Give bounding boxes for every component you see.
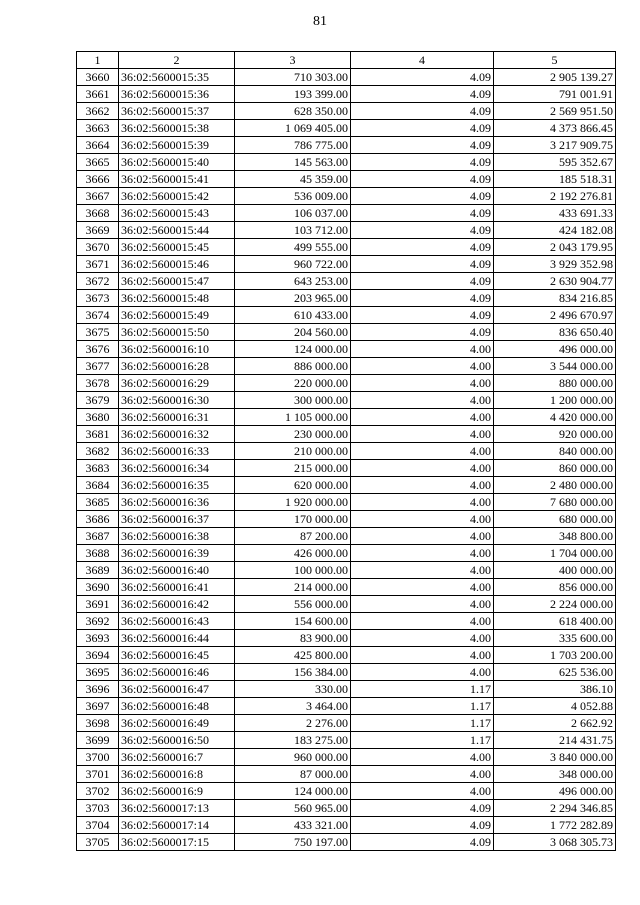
table-row bbox=[77, 256, 616, 273]
rate-value: 4.00 bbox=[351, 528, 494, 545]
row-number: 3696 bbox=[77, 681, 119, 698]
area-value: 1 105 000.00 bbox=[235, 409, 351, 426]
total-value: 2 905 139.27 bbox=[494, 69, 616, 86]
row-number: 3669 bbox=[77, 222, 119, 239]
rate-value: 4.09 bbox=[351, 120, 494, 137]
cadastral-number: 36:02:5600016:48 bbox=[119, 698, 235, 715]
column-header: 4 bbox=[351, 52, 494, 69]
total-value: 1 703 200.00 bbox=[494, 647, 616, 664]
row-number: 3665 bbox=[77, 154, 119, 171]
column-header: 3 bbox=[235, 52, 351, 69]
table-row bbox=[77, 239, 616, 256]
rate-value: 4.09 bbox=[351, 324, 494, 341]
rate-value: 4.00 bbox=[351, 392, 494, 409]
total-value: 424 182.08 bbox=[494, 222, 616, 239]
area-value: 750 197.00 bbox=[235, 834, 351, 851]
cadastral-value-table bbox=[76, 51, 616, 851]
table-row bbox=[77, 154, 616, 171]
rate-value: 1.17 bbox=[351, 681, 494, 698]
row-number: 3678 bbox=[77, 375, 119, 392]
row-number: 3701 bbox=[77, 766, 119, 783]
total-value: 595 352.67 bbox=[494, 154, 616, 171]
cadastral-number: 36:02:5600016:44 bbox=[119, 630, 235, 647]
table-row bbox=[77, 409, 616, 426]
table-row bbox=[77, 273, 616, 290]
table-row bbox=[77, 443, 616, 460]
cadastral-number: 36:02:5600016:30 bbox=[119, 392, 235, 409]
area-value: 100 000.00 bbox=[235, 562, 351, 579]
area-value: 203 965.00 bbox=[235, 290, 351, 307]
cadastral-number: 36:02:5600016:50 bbox=[119, 732, 235, 749]
row-number: 3700 bbox=[77, 749, 119, 766]
table-row bbox=[77, 698, 616, 715]
row-number: 3687 bbox=[77, 528, 119, 545]
cadastral-number: 36:02:5600015:41 bbox=[119, 171, 235, 188]
cadastral-number: 36:02:5600016:34 bbox=[119, 460, 235, 477]
area-value: 960 000.00 bbox=[235, 749, 351, 766]
table-row bbox=[77, 290, 616, 307]
table-row bbox=[77, 205, 616, 222]
total-value: 2 630 904.77 bbox=[494, 273, 616, 290]
cadastral-number: 36:02:5600016:8 bbox=[119, 766, 235, 783]
table-row bbox=[77, 749, 616, 766]
rate-value: 4.00 bbox=[351, 749, 494, 766]
area-value: 103 712.00 bbox=[235, 222, 351, 239]
table-row bbox=[77, 681, 616, 698]
row-number: 3671 bbox=[77, 256, 119, 273]
row-number: 3705 bbox=[77, 834, 119, 851]
header-row bbox=[77, 52, 616, 69]
rate-value: 4.00 bbox=[351, 630, 494, 647]
rate-value: 4.00 bbox=[351, 494, 494, 511]
cadastral-number: 36:02:5600016:35 bbox=[119, 477, 235, 494]
table-row bbox=[77, 86, 616, 103]
cadastral-number: 36:02:5600015:35 bbox=[119, 69, 235, 86]
total-value: 2 224 000.00 bbox=[494, 596, 616, 613]
total-value: 2 662.92 bbox=[494, 715, 616, 732]
area-value: 610 433.00 bbox=[235, 307, 351, 324]
area-value: 536 009.00 bbox=[235, 188, 351, 205]
total-value: 625 536.00 bbox=[494, 664, 616, 681]
total-value: 2 192 276.81 bbox=[494, 188, 616, 205]
area-value: 499 555.00 bbox=[235, 239, 351, 256]
total-value: 1 200 000.00 bbox=[494, 392, 616, 409]
table-row bbox=[77, 579, 616, 596]
table-row bbox=[77, 358, 616, 375]
total-value: 680 000.00 bbox=[494, 511, 616, 528]
cadastral-number: 36:02:5600016:42 bbox=[119, 596, 235, 613]
rate-value: 4.00 bbox=[351, 375, 494, 392]
rate-value: 4.00 bbox=[351, 562, 494, 579]
rate-value: 4.00 bbox=[351, 664, 494, 681]
rate-value: 4.09 bbox=[351, 290, 494, 307]
area-value: 170 000.00 bbox=[235, 511, 351, 528]
area-value: 960 722.00 bbox=[235, 256, 351, 273]
cadastral-number: 36:02:5600016:29 bbox=[119, 375, 235, 392]
cadastral-number: 36:02:5600016:43 bbox=[119, 613, 235, 630]
row-number: 3675 bbox=[77, 324, 119, 341]
row-number: 3690 bbox=[77, 579, 119, 596]
table-row bbox=[77, 188, 616, 205]
row-number: 3662 bbox=[77, 103, 119, 120]
table-row bbox=[77, 613, 616, 630]
row-number: 3702 bbox=[77, 783, 119, 800]
row-number: 3668 bbox=[77, 205, 119, 222]
area-value: 3 464.00 bbox=[235, 698, 351, 715]
row-number: 3663 bbox=[77, 120, 119, 137]
area-value: 214 000.00 bbox=[235, 579, 351, 596]
table-row bbox=[77, 647, 616, 664]
cadastral-number: 36:02:5600016:31 bbox=[119, 409, 235, 426]
cadastral-number: 36:02:5600016:47 bbox=[119, 681, 235, 698]
area-value: 628 350.00 bbox=[235, 103, 351, 120]
table-row bbox=[77, 715, 616, 732]
cadastral-number: 36:02:5600016:32 bbox=[119, 426, 235, 443]
total-value: 920 000.00 bbox=[494, 426, 616, 443]
cadastral-number: 36:02:5600016:41 bbox=[119, 579, 235, 596]
row-number: 3692 bbox=[77, 613, 119, 630]
total-value: 856 000.00 bbox=[494, 579, 616, 596]
row-number: 3689 bbox=[77, 562, 119, 579]
rate-value: 4.00 bbox=[351, 613, 494, 630]
area-value: 1 069 405.00 bbox=[235, 120, 351, 137]
row-number: 3679 bbox=[77, 392, 119, 409]
total-value: 836 650.40 bbox=[494, 324, 616, 341]
rate-value: 4.00 bbox=[351, 766, 494, 783]
total-value: 840 000.00 bbox=[494, 443, 616, 460]
rate-value: 4.00 bbox=[351, 426, 494, 443]
total-value: 2 294 346.85 bbox=[494, 800, 616, 817]
total-value: 2 480 000.00 bbox=[494, 477, 616, 494]
rate-value: 4.00 bbox=[351, 443, 494, 460]
row-number: 3691 bbox=[77, 596, 119, 613]
total-value: 400 000.00 bbox=[494, 562, 616, 579]
table-row bbox=[77, 375, 616, 392]
area-value: 886 000.00 bbox=[235, 358, 351, 375]
area-value: 124 000.00 bbox=[235, 341, 351, 358]
area-value: 210 000.00 bbox=[235, 443, 351, 460]
table-row bbox=[77, 783, 616, 800]
table-row bbox=[77, 800, 616, 817]
cadastral-number: 36:02:5600017:14 bbox=[119, 817, 235, 834]
rate-value: 4.09 bbox=[351, 834, 494, 851]
cadastral-number: 36:02:5600017:13 bbox=[119, 800, 235, 817]
area-value: 106 037.00 bbox=[235, 205, 351, 222]
table-row bbox=[77, 630, 616, 647]
table-row bbox=[77, 137, 616, 154]
cadastral-number: 36:02:5600016:46 bbox=[119, 664, 235, 681]
table-row bbox=[77, 562, 616, 579]
table-body bbox=[77, 69, 616, 851]
row-number: 3666 bbox=[77, 171, 119, 188]
rate-value: 4.00 bbox=[351, 511, 494, 528]
table-row bbox=[77, 460, 616, 477]
area-value: 786 775.00 bbox=[235, 137, 351, 154]
total-value: 791 001.91 bbox=[494, 86, 616, 103]
cadastral-number: 36:02:5600016:36 bbox=[119, 494, 235, 511]
rate-value: 1.17 bbox=[351, 698, 494, 715]
row-number: 3676 bbox=[77, 341, 119, 358]
cadastral-number: 36:02:5600016:7 bbox=[119, 749, 235, 766]
cadastral-number: 36:02:5600015:39 bbox=[119, 137, 235, 154]
cadastral-number: 36:02:5600015:49 bbox=[119, 307, 235, 324]
rate-value: 4.09 bbox=[351, 205, 494, 222]
row-number: 3667 bbox=[77, 188, 119, 205]
cadastral-number: 36:02:5600015:40 bbox=[119, 154, 235, 171]
row-number: 3682 bbox=[77, 443, 119, 460]
rate-value: 4.09 bbox=[351, 154, 494, 171]
area-value: 426 000.00 bbox=[235, 545, 351, 562]
table-row bbox=[77, 545, 616, 562]
area-value: 710 303.00 bbox=[235, 69, 351, 86]
cadastral-number: 36:02:5600015:43 bbox=[119, 205, 235, 222]
cadastral-number: 36:02:5600015:45 bbox=[119, 239, 235, 256]
rate-value: 4.09 bbox=[351, 103, 494, 120]
total-value: 834 216.85 bbox=[494, 290, 616, 307]
row-number: 3672 bbox=[77, 273, 119, 290]
rate-value: 4.00 bbox=[351, 477, 494, 494]
table-row bbox=[77, 664, 616, 681]
rate-value: 4.09 bbox=[351, 222, 494, 239]
total-value: 3 840 000.00 bbox=[494, 749, 616, 766]
total-value: 2 496 670.97 bbox=[494, 307, 616, 324]
cadastral-number: 36:02:5600017:15 bbox=[119, 834, 235, 851]
area-value: 183 275.00 bbox=[235, 732, 351, 749]
cadastral-number: 36:02:5600016:10 bbox=[119, 341, 235, 358]
total-value: 1 772 282.89 bbox=[494, 817, 616, 834]
row-number: 3686 bbox=[77, 511, 119, 528]
rate-value: 4.00 bbox=[351, 579, 494, 596]
rate-value: 4.00 bbox=[351, 358, 494, 375]
rate-value: 4.00 bbox=[351, 460, 494, 477]
rate-value: 4.00 bbox=[351, 647, 494, 664]
table-row bbox=[77, 69, 616, 86]
row-number: 3697 bbox=[77, 698, 119, 715]
total-value: 618 400.00 bbox=[494, 613, 616, 630]
column-header: 2 bbox=[119, 52, 235, 69]
cadastral-number: 36:02:5600015:47 bbox=[119, 273, 235, 290]
area-value: 204 560.00 bbox=[235, 324, 351, 341]
area-value: 230 000.00 bbox=[235, 426, 351, 443]
row-number: 3680 bbox=[77, 409, 119, 426]
total-value: 335 600.00 bbox=[494, 630, 616, 647]
total-value: 4 373 866.45 bbox=[494, 120, 616, 137]
table-row bbox=[77, 511, 616, 528]
rate-value: 4.09 bbox=[351, 817, 494, 834]
total-value: 2 569 951.50 bbox=[494, 103, 616, 120]
row-number: 3673 bbox=[77, 290, 119, 307]
total-value: 880 000.00 bbox=[494, 375, 616, 392]
row-number: 3683 bbox=[77, 460, 119, 477]
area-value: 330.00 bbox=[235, 681, 351, 698]
table-row bbox=[77, 834, 616, 851]
table-row bbox=[77, 426, 616, 443]
row-number: 3703 bbox=[77, 800, 119, 817]
total-value: 348 800.00 bbox=[494, 528, 616, 545]
area-value: 643 253.00 bbox=[235, 273, 351, 290]
area-value: 145 563.00 bbox=[235, 154, 351, 171]
rate-value: 4.09 bbox=[351, 171, 494, 188]
column-header: 5 bbox=[494, 52, 616, 69]
table-row bbox=[77, 596, 616, 613]
cadastral-number: 36:02:5600015:44 bbox=[119, 222, 235, 239]
cadastral-number: 36:02:5600016:39 bbox=[119, 545, 235, 562]
cadastral-number: 36:02:5600015:42 bbox=[119, 188, 235, 205]
row-number: 3684 bbox=[77, 477, 119, 494]
row-number: 3693 bbox=[77, 630, 119, 647]
area-value: 124 000.00 bbox=[235, 783, 351, 800]
rate-value: 4.09 bbox=[351, 239, 494, 256]
cadastral-number: 36:02:5600015:36 bbox=[119, 86, 235, 103]
rate-value: 4.00 bbox=[351, 783, 494, 800]
area-value: 1 920 000.00 bbox=[235, 494, 351, 511]
table-row bbox=[77, 171, 616, 188]
total-value: 7 680 000.00 bbox=[494, 494, 616, 511]
rate-value: 4.09 bbox=[351, 137, 494, 154]
total-value: 3 217 909.75 bbox=[494, 137, 616, 154]
area-value: 556 000.00 bbox=[235, 596, 351, 613]
rate-value: 4.00 bbox=[351, 409, 494, 426]
table-row bbox=[77, 817, 616, 834]
rate-value: 4.09 bbox=[351, 800, 494, 817]
cadastral-number: 36:02:5600016:9 bbox=[119, 783, 235, 800]
total-value: 214 431.75 bbox=[494, 732, 616, 749]
total-value: 433 691.33 bbox=[494, 205, 616, 222]
area-value: 220 000.00 bbox=[235, 375, 351, 392]
row-number: 3660 bbox=[77, 69, 119, 86]
rate-value: 4.09 bbox=[351, 307, 494, 324]
total-value: 2 043 179.95 bbox=[494, 239, 616, 256]
cadastral-number: 36:02:5600015:48 bbox=[119, 290, 235, 307]
table-row bbox=[77, 732, 616, 749]
row-number: 3695 bbox=[77, 664, 119, 681]
rate-value: 4.00 bbox=[351, 596, 494, 613]
area-value: 620 000.00 bbox=[235, 477, 351, 494]
cadastral-number: 36:02:5600015:37 bbox=[119, 103, 235, 120]
total-value: 3 544 000.00 bbox=[494, 358, 616, 375]
cadastral-number: 36:02:5600015:38 bbox=[119, 120, 235, 137]
area-value: 87 000.00 bbox=[235, 766, 351, 783]
rate-value: 1.17 bbox=[351, 715, 494, 732]
area-value: 2 276.00 bbox=[235, 715, 351, 732]
rate-value: 4.09 bbox=[351, 256, 494, 273]
area-value: 83 900.00 bbox=[235, 630, 351, 647]
total-value: 3 929 352.98 bbox=[494, 256, 616, 273]
table-row bbox=[77, 766, 616, 783]
total-value: 4 052.88 bbox=[494, 698, 616, 715]
cadastral-number: 36:02:5600016:28 bbox=[119, 358, 235, 375]
area-value: 433 321.00 bbox=[235, 817, 351, 834]
total-value: 386.10 bbox=[494, 681, 616, 698]
cadastral-number: 36:02:5600016:40 bbox=[119, 562, 235, 579]
row-number: 3677 bbox=[77, 358, 119, 375]
total-value: 1 704 000.00 bbox=[494, 545, 616, 562]
table-row bbox=[77, 307, 616, 324]
total-value: 185 518.31 bbox=[494, 171, 616, 188]
rate-value: 4.00 bbox=[351, 341, 494, 358]
area-value: 193 399.00 bbox=[235, 86, 351, 103]
row-number: 3681 bbox=[77, 426, 119, 443]
row-number: 3670 bbox=[77, 239, 119, 256]
row-number: 3664 bbox=[77, 137, 119, 154]
area-value: 300 000.00 bbox=[235, 392, 351, 409]
rate-value: 4.09 bbox=[351, 69, 494, 86]
total-value: 3 068 305.73 bbox=[494, 834, 616, 851]
area-value: 560 965.00 bbox=[235, 800, 351, 817]
area-value: 156 384.00 bbox=[235, 664, 351, 681]
total-value: 496 000.00 bbox=[494, 341, 616, 358]
cadastral-number: 36:02:5600016:49 bbox=[119, 715, 235, 732]
area-value: 87 200.00 bbox=[235, 528, 351, 545]
table-row bbox=[77, 324, 616, 341]
rate-value: 4.09 bbox=[351, 86, 494, 103]
total-value: 348 000.00 bbox=[494, 766, 616, 783]
total-value: 4 420 000.00 bbox=[494, 409, 616, 426]
row-number: 3704 bbox=[77, 817, 119, 834]
area-value: 154 600.00 bbox=[235, 613, 351, 630]
cadastral-number: 36:02:5600016:33 bbox=[119, 443, 235, 460]
table-row bbox=[77, 222, 616, 239]
total-value: 496 000.00 bbox=[494, 783, 616, 800]
total-value: 860 000.00 bbox=[494, 460, 616, 477]
row-number: 3685 bbox=[77, 494, 119, 511]
rate-value: 4.09 bbox=[351, 273, 494, 290]
row-number: 3698 bbox=[77, 715, 119, 732]
area-value: 45 359.00 bbox=[235, 171, 351, 188]
table-row bbox=[77, 103, 616, 120]
column-header: 1 bbox=[77, 52, 119, 69]
area-value: 215 000.00 bbox=[235, 460, 351, 477]
cadastral-number: 36:02:5600015:50 bbox=[119, 324, 235, 341]
cadastral-number: 36:02:5600016:37 bbox=[119, 511, 235, 528]
table-row bbox=[77, 477, 616, 494]
row-number: 3688 bbox=[77, 545, 119, 562]
row-number: 3674 bbox=[77, 307, 119, 324]
table-row bbox=[77, 120, 616, 137]
page-number: 81 bbox=[313, 14, 327, 29]
row-number: 3661 bbox=[77, 86, 119, 103]
table-row bbox=[77, 341, 616, 358]
table-row bbox=[77, 528, 616, 545]
cadastral-number: 36:02:5600016:45 bbox=[119, 647, 235, 664]
cadastral-number: 36:02:5600016:38 bbox=[119, 528, 235, 545]
cadastral-number: 36:02:5600015:46 bbox=[119, 256, 235, 273]
rate-value: 4.00 bbox=[351, 545, 494, 562]
table-row bbox=[77, 494, 616, 511]
row-number: 3694 bbox=[77, 647, 119, 664]
rate-value: 1.17 bbox=[351, 732, 494, 749]
rate-value: 4.09 bbox=[351, 188, 494, 205]
table-row bbox=[77, 392, 616, 409]
row-number: 3699 bbox=[77, 732, 119, 749]
area-value: 425 800.00 bbox=[235, 647, 351, 664]
